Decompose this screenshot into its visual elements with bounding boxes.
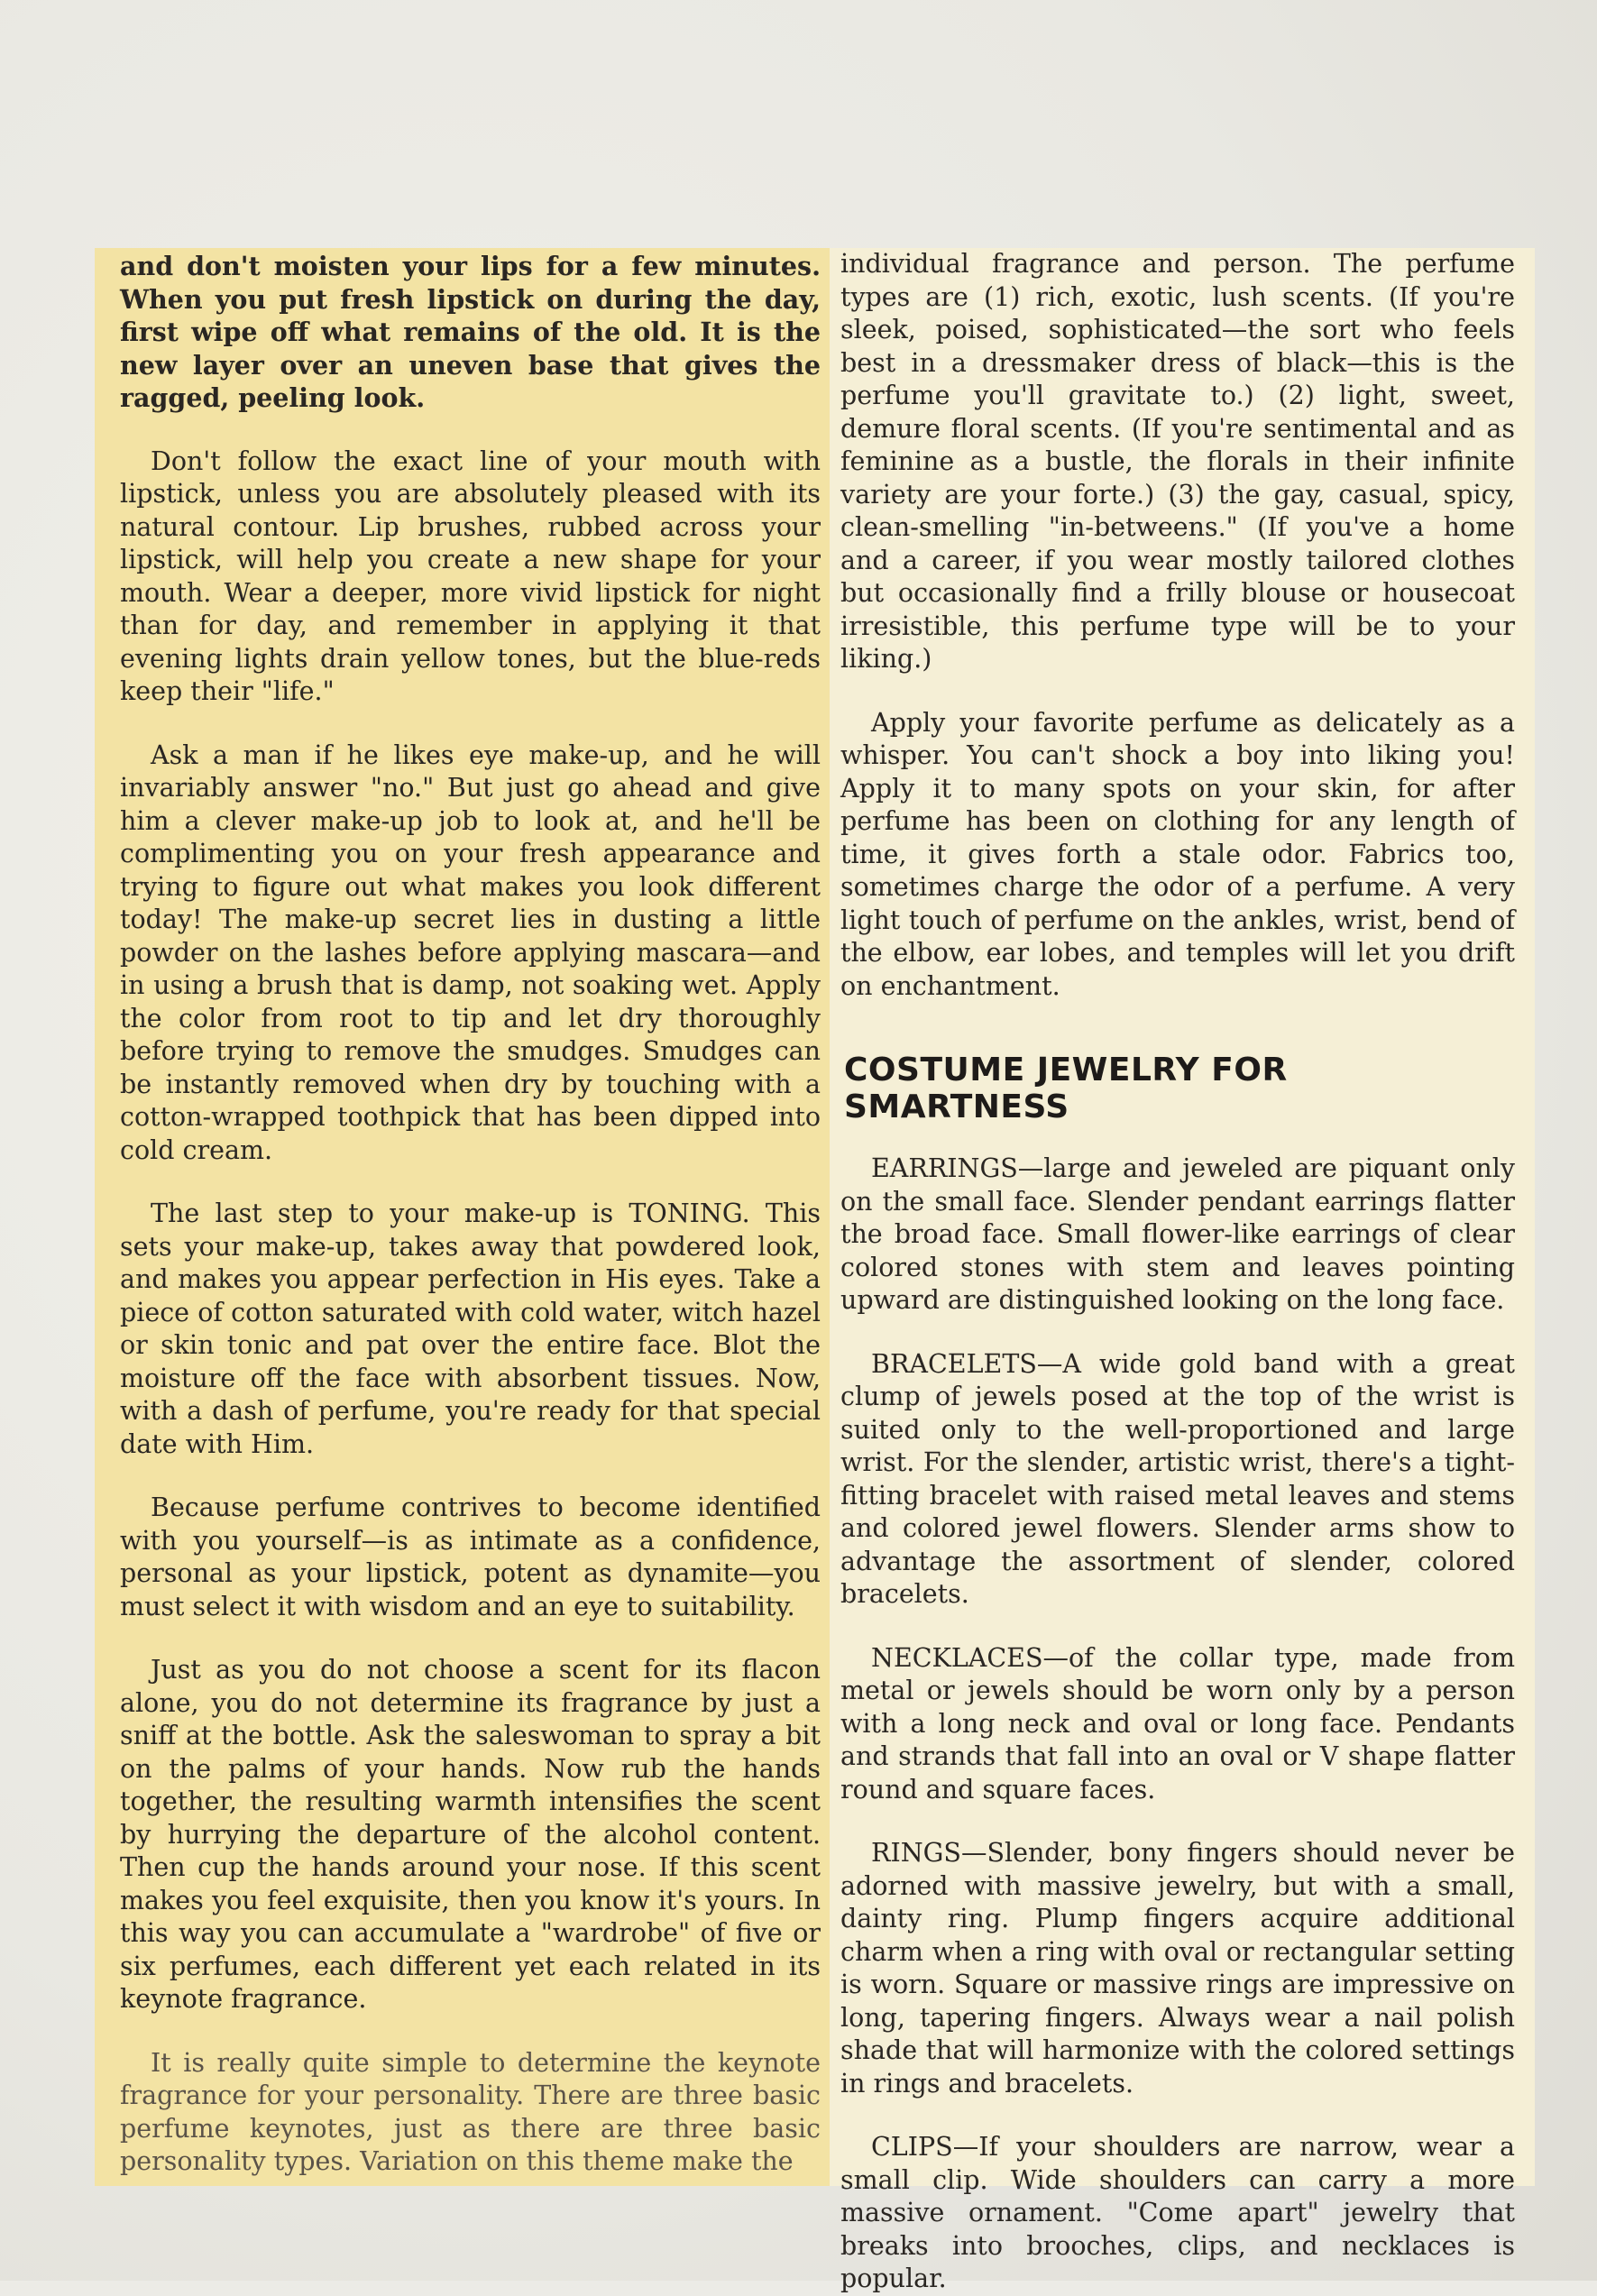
paragraph-apply-perfume: Apply your favorite perfume as delicately as a whisper. You can't shock a boy into liking you! Apply it to many spots on your skin, for after perfume has been on clothing for any length of time, it gives forth a stale odor. Fabrics too, sometimes charge the odor of a perfume. A very light touch of perfume on the ankles, wrist, bend of the elbow, ear lobes, and temples will let you drift on enchantment.: [840, 707, 1515, 1001]
paragraph-perfume-testing: Just as you do not choose a scent for its flacon alone, you do not determine its fragrance by just a sniff at the bottle. Ask the saleswoman to spray a bit on the palms of your hands. Now rub the hands together, the resulting warmth intensifies the scent by hurrying the departure of the alcohol content. Then cup the hands around your nose. If this scent makes you feel exquisite, then you know it's yours. In this way you can accumulate a "wardrobe" of five or six perfumes, each different yet each related in its keynote fragrance.: [120, 1655, 821, 2014]
paragraph-earrings: EARRINGS—large and jeweled are piquant only on the small face. Slender pendant earrings flatter the broad face. Small flower-like earrings of clear colored stones with stem and leaves pointing upward are distinguished looking on the long face.: [840, 1153, 1515, 1315]
paragraph-bracelets: BRACELETS—A wide gold band with a great clump of jewels posed at the top of the wrist is suited only to the well-proportioned and large wrist. For the slender, artistic wrist, there's a tight-fitting bracelet with raised metal leaves and stems and colored jewel flowers. Slender arms show to advantage the assortment of slender, colored bracelets.: [840, 1348, 1515, 1609]
paragraph-keynote-fragrance: It is really quite simple to determine the keynote fragrance for your personality. There are three basic perfume keynotes, just as there are three basic personality types. Variation on this theme make the: [120, 2047, 821, 2176]
paragraph-rings: RINGS—Slender, bony fingers should never be adorned with massive jewelry, but with a small, dainty ring. Plump fingers acquire additional charm when a ring with oval or rectangular setting is worn. Square or massive rings are impressive on long, tapering fingers. Always wear a nail polish shade that will harmonize with the colored settings in rings and bracelets.: [840, 1838, 1515, 2099]
paragraph-lipstick-fresh: and don't moisten your lips for a few minutes. When you put fresh lipstick on during the day, first wipe off what remains of the old. It is the new layer over an uneven base that gives the ragged, peeling look.: [120, 251, 821, 413]
paragraph-perfume-types: individual fragrance and person. The perfume types are (1) rich, exotic, lush scents. (If you're sleek, poised, sophisticated—the sort who feels best in a dressmaker dress of black—this is the perfume you'll gravitate to.) (2) light, sweet, demure floral scents. (If you're sentimental and as feminine as a bustle, the florals in their infinite variety are your forte.) (3) the gay, casual, spicy, clean-smelling "in-betweens." (If you've a home and a career, if you wear mostly tailored clothes but occasionally find a frilly blouse or housecoat irresistible, this perfume type will be to your liking.): [840, 249, 1515, 674]
paragraph-perfume-identity: Because perfume contrives to become identified with you yourself—is as intimate as a confidence, personal as your lipstick, potent as dynamite—you must select it with wisdom and an eye to suitability.: [120, 1492, 821, 1621]
paragraph-eye-makeup: Ask a man if he likes eye make-up, and he will invariably answer "no." But just go ahead and give him a clever make-up job to look at, and he'll be complimenting you on your fresh appearance and trying to figure out what makes you look different today! The make-up secret lies in dusting a little powder on the lashes before applying mascara—and in using a brush that is damp, not soaking wet. Apply the color from root to tip and let dry thoroughly before trying to remove the smudges. Smudges can be instantly removed when dry by touching with a cotton-wrapped toothpick that has been dipped into cold cream.: [120, 739, 821, 1165]
paragraph-toning: The last step to your make-up is TONING. This sets your make-up, takes away that powdered look, and makes you appear perfection in His eyes. Take a piece of cotton saturated with cold water, witch hazel or skin tonic and pat over the entire face. Blot the moisture off the face with absorbent tissues. Now, with a dash of perfume, you're ready for that special date with Him.: [120, 1199, 821, 1459]
paragraph-necklaces: NECKLACES—of the collar type, made from metal or jewels should be worn only by a person with a long neck and oval or long face. Pendants and strands that fall into an oval or V shape flatter round and square faces.: [840, 1642, 1515, 1805]
paragraph-clips: CLIPS—If your shoulders are narrow, wear a small clip. Wide shoulders can carry a more massive ornament. "Come apart" jewelry that breaks into brooches, clips, and necklaces is popular.: [840, 2132, 1515, 2293]
paragraph-lip-line: Don't follow the exact line of your mouth with lipstick, unless you are absolutely pleased with its natural contour. Lip brushes, rubbed across your lipstick, will help you create a new shape for your mouth. Wear a deeper, more vivid lipstick for night than for day, and remember in applying it that evening lights drain yellow tones, but the blue-reds keep their "life.": [120, 445, 821, 706]
section-heading-costume-jewelry: COSTUME JEWELRY FOR SMARTNESS: [844, 1052, 1288, 1125]
right-column: [830, 248, 1535, 2293]
left-column: [95, 248, 830, 2186]
